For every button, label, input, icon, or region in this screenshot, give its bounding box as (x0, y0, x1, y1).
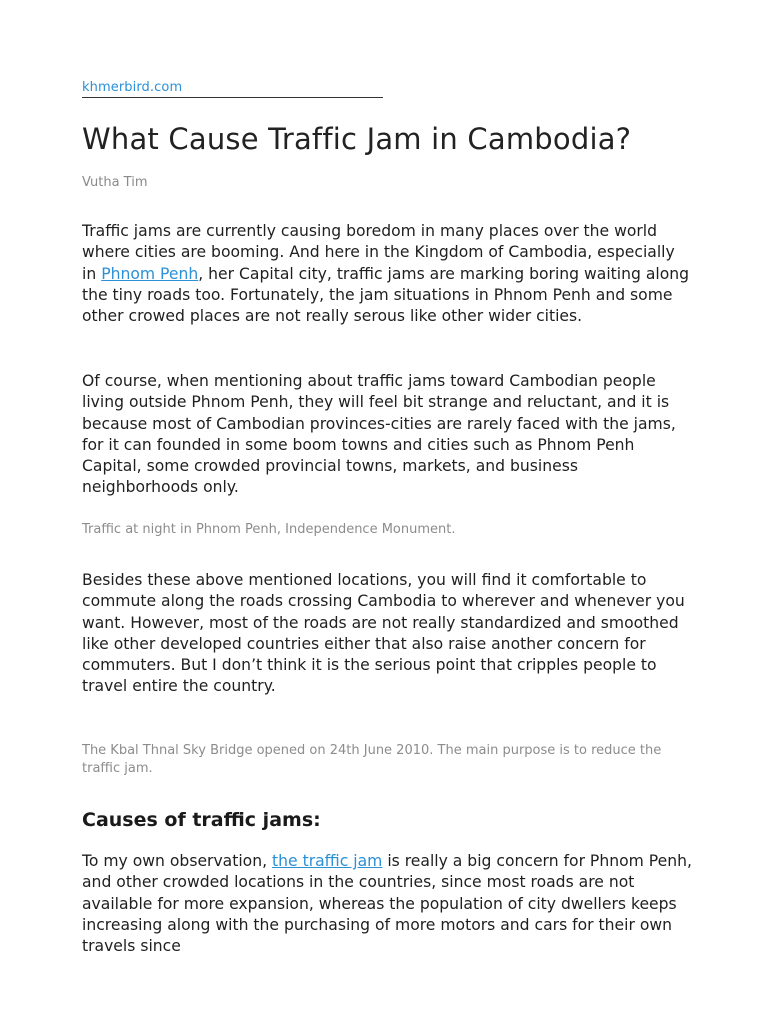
paragraph-causes (82, 851, 692, 957)
section-heading-causes: Causes of traffic jams: (82, 809, 321, 831)
traffic-jam-link[interactable]: the traffic jam (272, 852, 383, 870)
paragraph-roads: Besides these above mentioned locations, you will find it comfortable to commute along the roads crossing Cambodia to wherever and whenever you want. However, most of the roads are not really standardized and smoothed like other developed countries either that also raise another concern for commuters. But I don’t think it is the serious point that cripples people to travel entire the country. (82, 571, 685, 696)
paragraph-text: Traffic jams are currently causing boredom in many places over the world where cities are booming. And here in the Kingdom of Cambodia, especially in (82, 222, 675, 283)
image-caption-night-traffic: Traffic at night in Phnom Penh, Independence Monument. (82, 522, 456, 537)
paragraph-text: To my own observation, (82, 852, 273, 870)
article-title: What Cause Traffic Jam in Cambodia? (82, 122, 632, 156)
paragraph-outside-phnom-penh: Of course, when mentioning about traffic jams toward Cambodian people living outside Phnom Penh, they will feel bit strange and reluctant, and it is because most of Cambodian provinces-cities are rarely faced with the jams, for it can founded in some boom towns and cities such as Phnom Penh Capital, some crowded provincial towns, markets, and business neighborhoods only. (82, 372, 676, 497)
image-caption-sky-bridge: The Kbal Thnal Sky Bridge opened on 24th June 2010. The main purpose is to reduce the traffic jam. (82, 743, 662, 776)
article-author: Vutha Tim (82, 175, 148, 190)
site-header (82, 76, 383, 98)
site-link[interactable]: khmerbird.com (82, 80, 183, 95)
paragraph-text: is really a big concern for Phnom Penh, and other crowded locations in the countries, since most roads are not available for more expansion, whereas the population of city dwellers keeps increasing along with the purchasing of more motors and cars for their own travels since (82, 852, 692, 956)
paragraph-intro (82, 221, 692, 327)
phnom-penh-link[interactable]: Phnom Penh (101, 264, 199, 283)
paragraph-text: , her Capital city, traffic jams are marking boring waiting along the tiny roads too. Fortunately, the jam situations in Phnom Penh and some other crowed places are not really serous like other wider cities. (82, 264, 690, 326)
